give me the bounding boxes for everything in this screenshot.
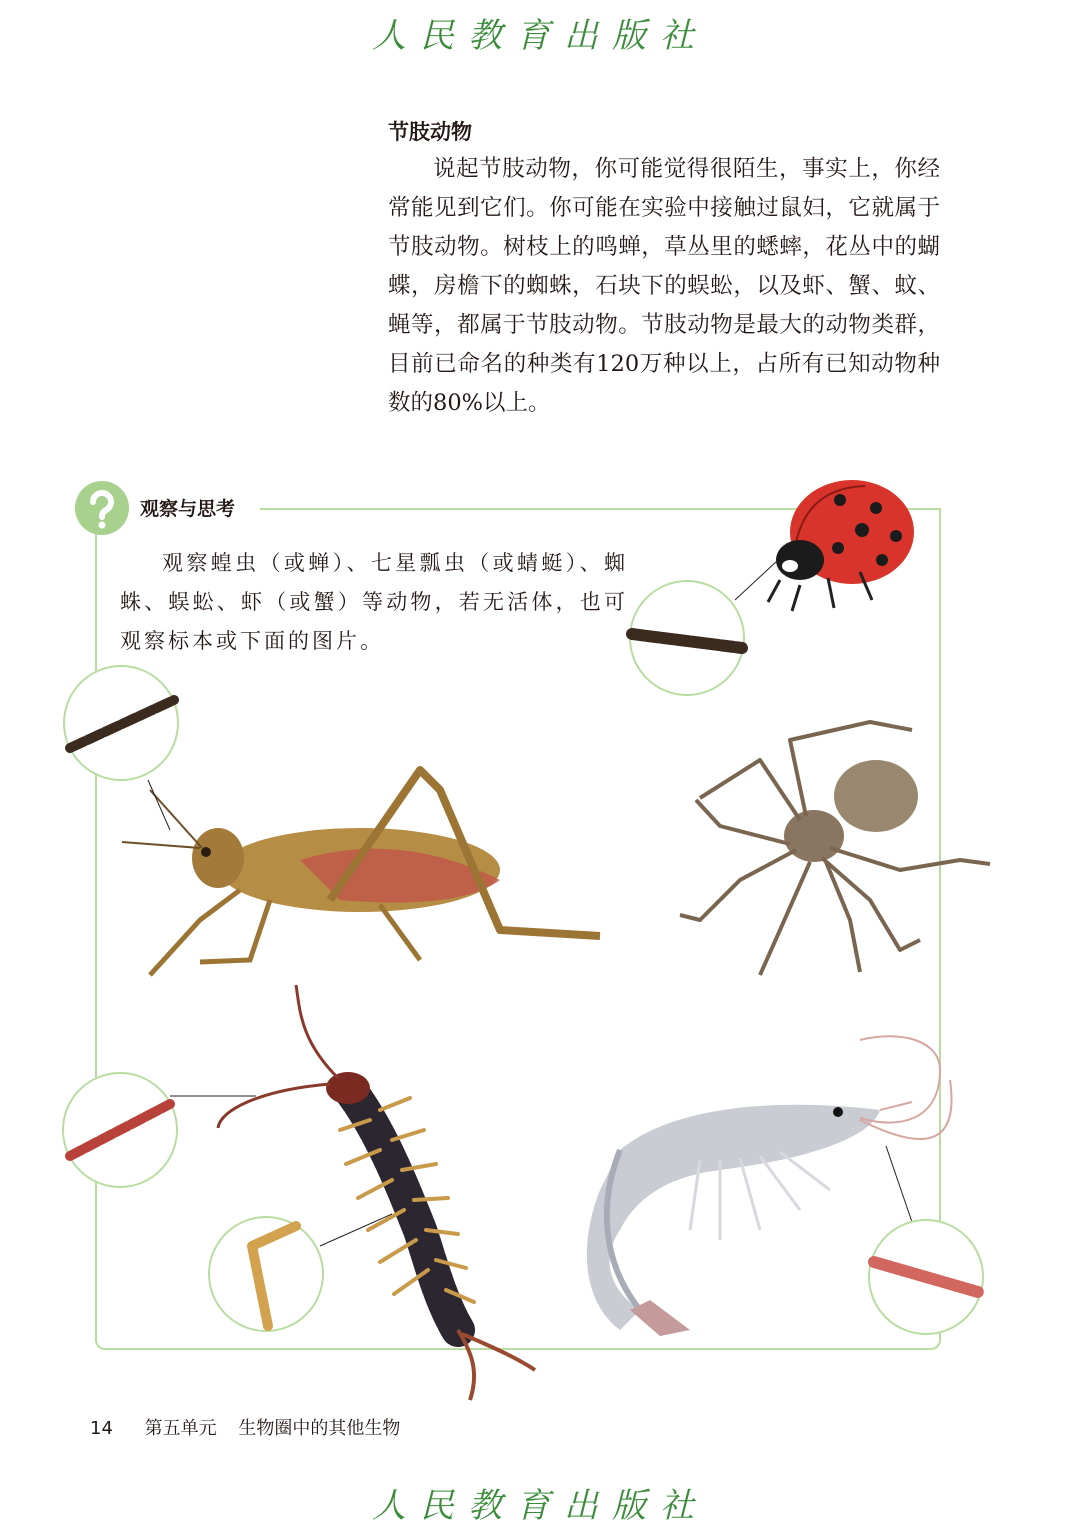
page-footer bbox=[90, 1414, 400, 1440]
section-title: 节肢动物 bbox=[388, 120, 472, 144]
unit-label: 第五单元 bbox=[144, 1418, 217, 1439]
observation-title: 观察与思考 bbox=[140, 498, 236, 520]
publisher-watermark-top: 人民教育出版社 bbox=[372, 16, 708, 56]
chapter-title: 生物圈中的其他生物 bbox=[238, 1418, 401, 1439]
observation-box-top-rule bbox=[260, 508, 939, 510]
question-mark-icon bbox=[74, 480, 130, 536]
page-number: 14 bbox=[90, 1418, 113, 1439]
observation-body: 观察蝗虫（或蝉）、七星瓢虫（或蜻蜓）、蜘蛛、蜈蚣、虾（或蟹）等动物，若无活体，也可观察标本或下面的图片。 bbox=[120, 551, 628, 653]
publisher-watermark-bottom: 人民教育出版社 bbox=[372, 1486, 708, 1526]
section-body: 说起节肢动物，你可能觉得很陌生，事实上，你经常能见到它们。你可能在实验中接触过鼠妇，它就属于节肢动物。树枝上的鸣蝉，草丛里的蟋蟀，花丛中的蝴蝶，房檐下的蜘蛛，石块下的蜈蚣，以及虾、蟹、蚊、蝇等，都属于节肢动物。节肢动物是最大的动物类群，目前已命名的种类有120万种以上，占所有已知动物种数的80%以上。 bbox=[388, 156, 940, 416]
